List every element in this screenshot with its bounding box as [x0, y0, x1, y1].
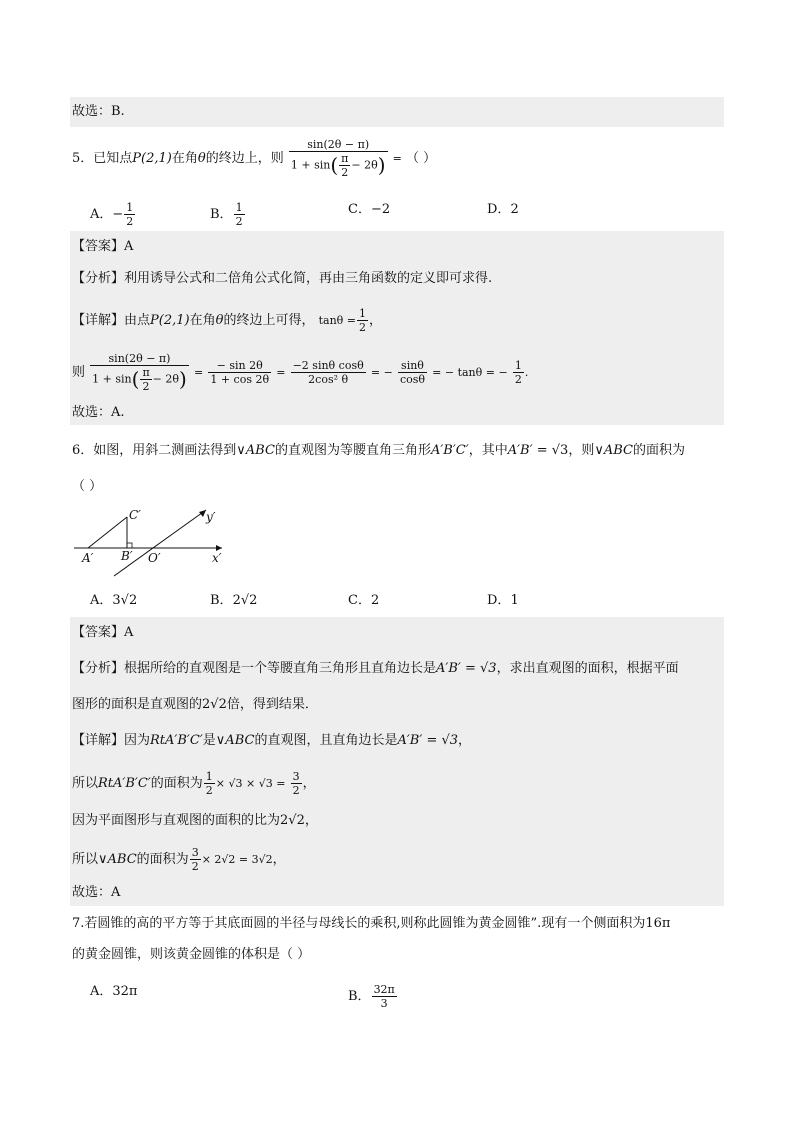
- right-angle-mark: [127, 543, 132, 548]
- q7-option-a: A．32π: [90, 984, 138, 999]
- q5-analysis: 【分析】利用诱导公式和二倍角公式化简，再由三角函数的定义即可求得.: [72, 271, 493, 286]
- q5-detail-chain: 则 sin(2θ − π) 1 + sin( $\frac{\pi}{2}$ − 2θ) = $\frac{- \sin 2\theta}{1 + \cos 2\theta}$ = $\frac{\text{−2 sinθ cosθ}}{\text{2cos² θ}}$ = − $\frac{\sin\theta}{\cos\theta}$ = − tanθ = − $\frac{1}{2}$ .: [72, 352, 529, 393]
- q6-paren: （ ）: [72, 479, 103, 494]
- q5-option-d: D．2: [487, 202, 519, 217]
- solution-shade-q4: [70, 97, 724, 127]
- label-o: O′: [148, 551, 161, 565]
- q5-option-a: A．− $\frac{1}{2}$: [90, 201, 134, 228]
- q5-detail-intro: 【详解】由点P(2,1)在角θ的终边上可得， tanθ = $\frac{1}{2}$ ，: [72, 307, 383, 334]
- q6-answer: 【答案】A: [72, 625, 134, 640]
- q5-expression: sin(2θ − π) 1 + sin( $\frac{\pi}{2}$ − 2θ): [290, 138, 386, 179]
- q6-option-a: A．3√2: [90, 593, 138, 608]
- q5-option-b: B． $\frac{1}{2}$: [210, 201, 243, 228]
- q6-area-line: 所以RtA′B′C′的面积为 $\frac{1}{2}$ × √3 × √3 = $\frac{3}{2}$ ，: [72, 770, 316, 797]
- q6-analysis-line2: 图形的面积是直观图的2√2倍，得到结果．: [72, 697, 318, 712]
- q7-stem-line2: 的黄金圆锥，则该黄金圆锥的体积是（ ）: [72, 947, 311, 962]
- q6-stem: 6．如图，用斜二测画法得到∨ABC的直观图为等腰直角三角形A′B′C′，其中A′B′ = √3，则∨ABC的面积为: [72, 443, 686, 458]
- label-y: y′: [206, 510, 216, 524]
- q5-stem: 5．已知点P(2,1)在角θ的终边上，则 sin(2θ − π) 1 + sin( $\frac{\pi}{2}$ − 2θ) = （ ）: [72, 138, 437, 179]
- q7-stem-line1: 7.若圆锥的高的平方等于其底面圆的半径与母线长的乘积,则称此圆锥为黄金圆锥”.现有一个侧面积为16π: [72, 916, 671, 931]
- q6-figure: [70, 505, 230, 577]
- q6-option-c: C．2: [348, 593, 380, 608]
- q6-option-b: B．2√2: [210, 593, 258, 608]
- q6-choice: 故选：A: [72, 885, 121, 900]
- label-x: x′: [212, 551, 222, 565]
- y-axis-arrow: [199, 510, 206, 517]
- side-ac: [88, 517, 127, 548]
- q6-analysis-line1: 【分析】根据所给的直观图是一个等腰直角三角形且直角边长是A′B′ = √3，求出直观图的面积，根据平面: [72, 661, 679, 676]
- q5-answer: 【答案】A: [72, 239, 134, 254]
- q4-choice: 故选：B.: [72, 104, 125, 119]
- q6-option-d: D．1: [487, 593, 519, 608]
- q6-final-line: 所以∨ABC的面积为 $\frac{3}{2}$ × 2√2 = 3√2，: [72, 846, 286, 873]
- q6-detail: 【详解】因为RtA′B′C′是∨ABC的直观图，且直角边长是A′B′ = √3，: [72, 733, 472, 748]
- label-b: B′: [121, 549, 133, 563]
- q6-ratio-line: 因为平面图形与直观图的面积的比为2√2，: [72, 813, 318, 828]
- q7-option-b: B． $\frac{32\pi}{3}$: [348, 983, 395, 1010]
- label-c: C′: [129, 508, 141, 522]
- label-a: A′: [82, 551, 94, 565]
- q5-option-c: C．−2: [348, 202, 391, 217]
- q5-choice: 故选：A.: [72, 405, 125, 420]
